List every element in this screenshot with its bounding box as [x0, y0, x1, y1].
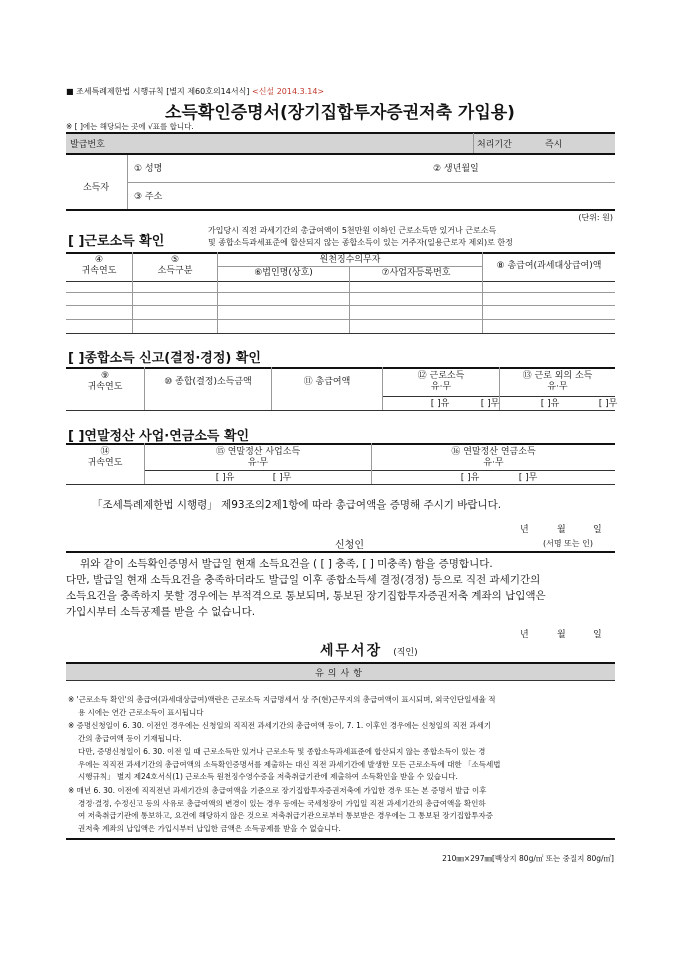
request-text: 「조세특례제한법 시행령」 제93조의2제1항에 따라 총급여액을 증명해 주시기 바랍니다. — [92, 499, 502, 511]
sec2-col9-header: ⑨ 귀속연도 — [87, 371, 123, 392]
sec2-title — [68, 347, 261, 366]
sec3-col15-no[interactable]: [ ]무 — [272, 473, 292, 483]
sec2-col12-header: ⑫ 근로소득 유·무 — [417, 371, 465, 392]
notes-title: 유의사항 — [315, 669, 366, 679]
certify-text — [66, 556, 615, 620]
sec3-checkbox[interactable]: [ ] — [68, 429, 85, 444]
request-month: 월 — [557, 525, 566, 535]
issue-no-label: 발급번호 — [70, 140, 105, 150]
sec1-title-text: 근로소득 확인 — [84, 234, 165, 249]
certify-day: 일 — [593, 630, 602, 640]
sec1-desc-line1: 가입당시 직전 과세기간의 총급여액이 5천만원 이하인 근로소득만 있거나 근로소득 — [208, 226, 497, 235]
sec1-col6-header: ⑥법인명(상호) — [254, 268, 313, 278]
sec2-col13-yes[interactable]: [ ]유 — [540, 399, 560, 409]
sec1-col7-header: ⑦사업자등록번호 — [381, 268, 451, 278]
sec1-title — [68, 230, 164, 249]
sec2-col12-no[interactable]: [ ]무 — [480, 399, 500, 409]
processing-value: 즉시 — [545, 140, 563, 150]
unit-label: (단위: 원) — [578, 213, 613, 222]
sec2-col12-yes[interactable]: [ ]유 — [430, 399, 450, 409]
certify-year: 년 — [520, 630, 529, 640]
paper-spec: 210㎜×297㎜[백상지 80g/㎡ 또는 중질지 80g/㎡] — [442, 854, 614, 863]
official-seal: (직인) — [393, 648, 418, 658]
sec1-row1[interactable] — [66, 292, 615, 293]
sec1-desc-line2: 및 종합소득과세표준에 합산되지 않는 종합소득이 있는 거주자(일용근로자 제외)로 한정 — [208, 238, 513, 247]
issue-no-row — [66, 133, 615, 153]
address-field[interactable]: ③ 주소 — [134, 192, 163, 202]
request-year: 년 — [520, 525, 529, 535]
sec1-row3[interactable] — [66, 319, 615, 320]
sec2-checkbox[interactable]: [ ] — [68, 351, 85, 366]
certify-line2: 다만, 발급일 현재 소득요건을 충족하더라도 발급일 이후 종합소득세 결정(경정) 등으로 직전 과세기간의 — [66, 574, 541, 586]
tax-office-chief: 세무서장 (직인) — [320, 643, 418, 659]
law-reference: 조세특례제한법 시행규칙 [별지 제60호의14서식] — [76, 87, 250, 96]
sec1-row2[interactable] — [66, 305, 615, 306]
request-day: 일 — [593, 525, 602, 535]
note-2: ※ 증명신청일이 6. 30. 이전인 경우에는 신청일의 직직전 과세기간의 총급여액 등이, 7. 1. 이후인 경우에는 신청일의 직전 과세기 간의 총급여액 등이 기재됩니다. — [68, 721, 492, 743]
applicant-label: 신청인 — [335, 540, 364, 551]
processing-label: 처리기간 — [477, 140, 512, 150]
sec2-col13-no[interactable]: [ ]무 — [598, 399, 618, 409]
sec3-title-text: 연말정산 사업·연금소득 확인 — [84, 429, 250, 444]
note-4: ※ 매년 6. 30. 이전에 직직전년 과세기간의 총급여액을 기준으로 장기집합투자증권저축에 가입한 경우 또는 본 증명서 발급 이후 경정·결정, 수정신고 등의 사유로 총급여액의 변경이 있는 경우 등에는 국세청장이 가입일 직전 과세기간의 총급여액을 확인하 여 저축취급기관에 통보하고, 요건에 해당하지 않은 것으로 저축취급기관으로부터 통보받은 경우에는 그 통보된 장기집합투자증 권저축 계좌의 납입액은 가입시부터 납입한 금액은 소득공제를 받을 수 없습니다. — [68, 786, 493, 833]
sec3-col15-header: ⑮ 연말정산 사업소득 유·무 — [215, 447, 301, 468]
applicant-sign[interactable]: (서명 또는 인) — [543, 539, 593, 548]
sec3-col15-yes[interactable]: [ ]유 — [215, 473, 235, 483]
note-3: 다만, 증명신청일이 6. 30. 이전 일 때 근로소득만 있거나 근로소득 및 종합소득과세표준에 합산되지 않는 종합소득이 있는 경 우에는 직직전 과세기간의 총급여액의 소득확인증명서를 제출하는 대신 직전 과세기간에 발생한 모든 근로소득에 대한 「소득세법 시행규칙」 별지 제24호서식(1) 근로소득 원천징수영수증을 저축취급기관에 제출하여 소득확인을 받을 수 있습니다. — [78, 747, 501, 781]
sec2-col10-header: ⑩ 종합(결정)소득금액 — [164, 377, 252, 387]
check-note: ※ [ ]에는 해당되는 곳에 √표를 합니다. — [66, 122, 194, 131]
sec1-col5-header: ⑤ 소득구분 — [157, 255, 193, 276]
sec1-payer-header: 원천징수의무자 — [319, 255, 381, 265]
page-title: 소득확인증명서(장기집합투자증권저축 가입용) — [165, 103, 515, 123]
revision-note: <신설 2014.3.14> — [252, 87, 325, 96]
sec1-desc — [208, 225, 614, 249]
birth-date-field[interactable]: ② 생년월일 — [433, 164, 479, 174]
sec3-col16-header: ⑯ 연말정산 연금소득 유·무 — [451, 447, 536, 468]
certify-line3: 소득요건을 충족하지 못할 경우에는 부적격으로 통보되며, 통보된 장기집합투자증권저축 계좌의 납입액은 — [66, 590, 546, 602]
sec3-title — [68, 425, 249, 444]
certify-line1: 위와 같이 소득확인증명서 발급일 현재 소득요건을 ( [ ] 충족, [ ] 미충족) 함을 증명합니다. — [80, 558, 493, 570]
sec1-checkbox[interactable]: [ ] — [68, 234, 85, 249]
name-field[interactable]: ① 성명 — [134, 164, 163, 174]
sec1-col4-header: ④ 귀속연도 — [81, 255, 117, 276]
sec3-col16-no[interactable]: [ ]무 — [518, 473, 538, 483]
sec2-col13-header: ⑬ 근로 외의 소득 유·무 — [522, 371, 593, 392]
sec1-col8-header: ⑧ 총급여(과세대상급여)액 — [496, 261, 602, 271]
earner-label: 소득자 — [82, 183, 110, 193]
sec3-col14-header: ⑭ 귀속연도 — [87, 447, 123, 468]
sec2-col11-header: ⑪ 총급여액 — [303, 377, 351, 387]
note-1: ※ '근로소득 확인'의 총급여(과세대상급여)액란은 근로소득 지급명세서 상 주(현)근무지의 총급여액이 표시되며, 외국인단일세율 적 용 시에는 연간 근로소득이 표시됩니다 — [68, 695, 496, 717]
certify-month: 월 — [557, 630, 566, 640]
certify-line4: 가입시부터 소득공제를 받을 수 없습니다. — [66, 606, 256, 618]
form-header — [66, 86, 324, 97]
header-bullet: ■ — [66, 87, 74, 96]
sec3-col16-yes[interactable]: [ ]유 — [460, 473, 480, 483]
sec2-title-text: 종합소득 신고(결정·경정) 확인 — [84, 351, 261, 366]
